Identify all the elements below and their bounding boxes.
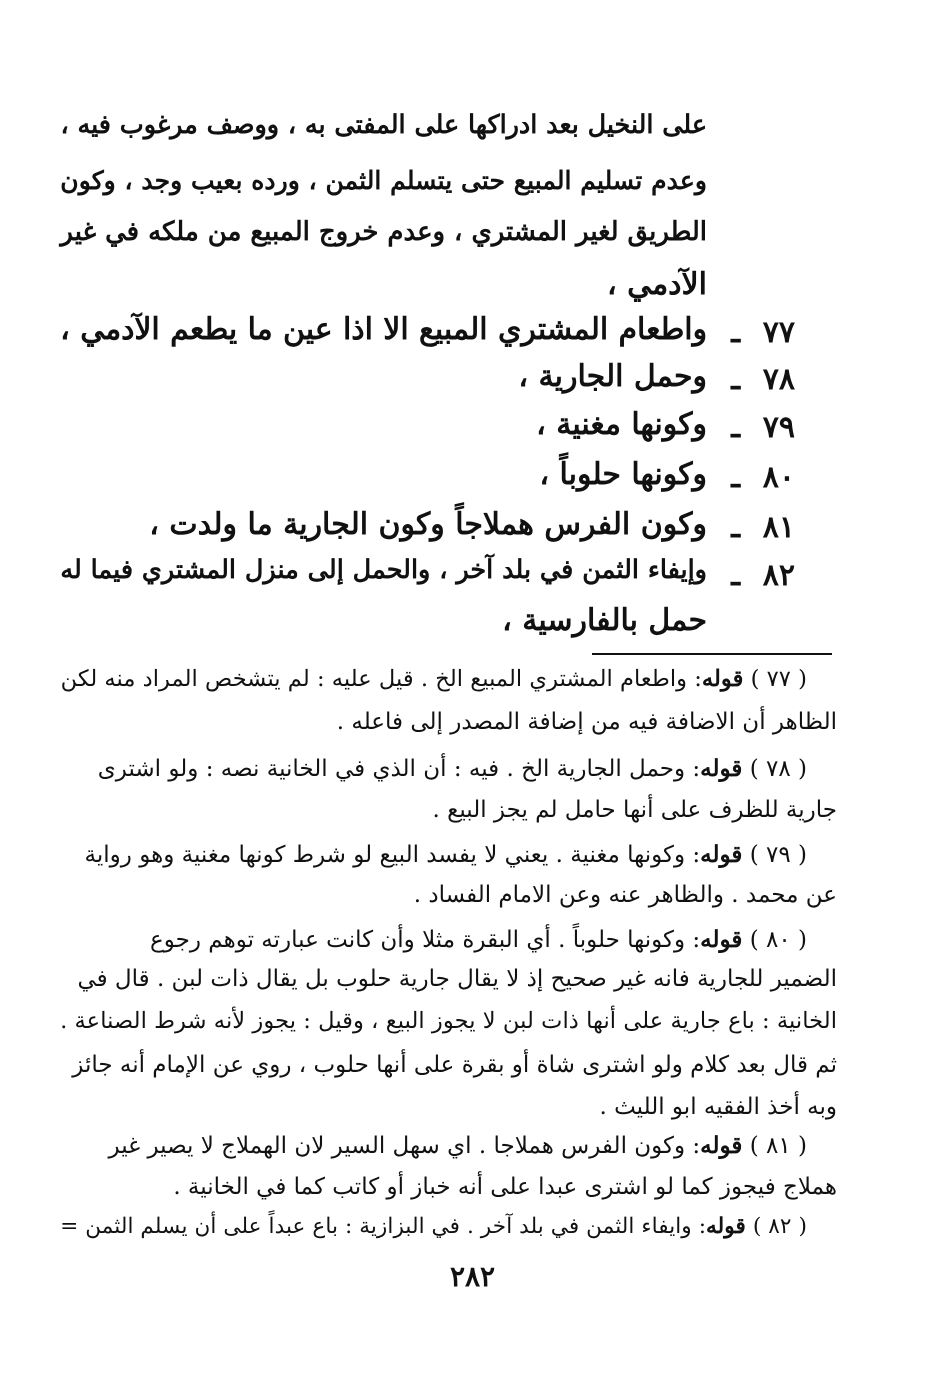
footnote-keyword: قوله bbox=[700, 755, 743, 782]
footnote-line: ( ٧٧ ) قوله: واطعام المشتري المبيع الخ . قيل عليه : لم يتشخص المراد منه لكن bbox=[60, 666, 807, 692]
footnote-marker: ( ٧٨ ) bbox=[749, 756, 807, 782]
item-text: وحمل الجارية ، bbox=[518, 359, 707, 394]
footnote-line: ثم قال بعد كلام ولو اشترى شاة أو بقرة على أنها حلوب ، روي عن الإمام أنه جائز bbox=[72, 1052, 837, 1078]
item-continuation: حمل بالفارسية ، bbox=[502, 603, 707, 638]
item-number: ٧٨ bbox=[762, 362, 795, 397]
footnote-line: ( ٨٠ ) قوله: وكونها حلوباً . أي البقرة مثلا وأن كانت عبارته توهم رجوع bbox=[150, 926, 807, 953]
footnote-line: ( ٧٩ ) قوله: وكونها مغنية . يعني لا يفسد البيع لو شرط كونها مغنية وهو رواية bbox=[84, 841, 807, 868]
item-dash: ـ bbox=[731, 410, 740, 445]
footnote-marker: ( ٧٧ ) bbox=[750, 666, 807, 692]
item-dash: ـ bbox=[731, 558, 740, 593]
page-number: ٢٨٢ bbox=[449, 1260, 496, 1293]
main-paragraph-line: الطريق لغير المشتري ، وعدم خروج المبيع من ملكه في غير bbox=[60, 217, 707, 247]
footnote-keyword: قوله bbox=[700, 926, 743, 953]
footnote-keyword: قوله bbox=[706, 1214, 746, 1239]
footnote-line: ( ٧٨ ) قوله: وحمل الجارية الخ . فيه : أن الذي في الخانية نصه : ولو اشترى bbox=[97, 755, 807, 782]
item-text: وكونها مغنية ، bbox=[536, 407, 707, 442]
footnote-marker: ( ٨١ ) bbox=[749, 1133, 807, 1159]
main-paragraph-line: وعدم تسليم المبيع حتى يتسلم الثمن ، ورده بعيب وجد ، وكون bbox=[60, 165, 707, 195]
footnote-marker: ( ٨٢ ) bbox=[752, 1214, 807, 1239]
main-paragraph-line: الآدمي ، bbox=[606, 267, 707, 302]
footnote-line: الخانية : باع جارية على أنها ذات لبن لا يجوز البيع ، وقيل : يجوز لأنه شرط الصناعة . bbox=[60, 1008, 837, 1034]
footnote-keyword: قوله bbox=[701, 666, 744, 692]
item-number: ٧٩ bbox=[762, 410, 795, 445]
item-dash: ـ bbox=[731, 460, 740, 495]
footnote-line: هملاج فيجوز كما لو اشترى عبدا على أنه خباز أو كاتب كما في الخانية . bbox=[173, 1174, 837, 1200]
footnote-line: وبه أخذ الفقيه ابو الليث . bbox=[599, 1094, 837, 1120]
item-text: وكونها حلوباً ، bbox=[539, 457, 707, 492]
item-dash: ـ bbox=[731, 510, 740, 545]
item-number: ٨١ bbox=[762, 510, 795, 545]
footnote-line: عن محمد . والظاهر عنه وعن الامام الفساد . bbox=[413, 882, 837, 908]
footnote-line: الضمير للجارية فانه غير صحيح إذ لا يقال جارية حلوب بل يقال ذات لبن . قال في bbox=[77, 966, 837, 992]
item-dash: ـ bbox=[731, 362, 740, 397]
footnote-separator bbox=[592, 653, 832, 655]
footnote-line: ( ٨٢ ) قوله: وايفاء الثمن في بلد آخر . في البزازية : باع عبداً على أن يسلم الثمن = bbox=[60, 1214, 807, 1239]
main-paragraph-line: على النخيل بعد ادراكها على المفتى به ، ووصف مرغوب فيه ، bbox=[60, 109, 707, 139]
footnote-line: جارية للظرف على أنها حامل لم يجز البيع . bbox=[432, 797, 837, 823]
footnote-marker: ( ٨٠ ) bbox=[749, 927, 807, 953]
footnote-keyword: قوله bbox=[700, 1132, 743, 1159]
item-number: ٧٧ bbox=[762, 315, 795, 350]
footnote-marker: ( ٧٩ ) bbox=[749, 842, 807, 868]
item-number: ٨٠ bbox=[762, 460, 795, 495]
footnote-line: ( ٨١ ) قوله: وكون الفرس هملاجا . اي سهل السير لان الهملاج لا يصير غير bbox=[108, 1132, 807, 1159]
item-text: وكون الفرس هملاجاً وكون الجارية ما ولدت ، bbox=[149, 507, 707, 542]
item-text: وإيفاء الثمن في بلد آخر ، والحمل إلى منزل المشتري فيما له bbox=[60, 555, 707, 585]
footnote-keyword: قوله bbox=[700, 841, 743, 868]
item-number: ٨٢ bbox=[762, 558, 795, 593]
footnote-line: الظاهر أن الاضافة فيه من إضافة المصدر إلى فاعله . bbox=[336, 709, 837, 735]
item-text: واطعام المشتري المبيع الا اذا عين ما يطعم الآدمي ، bbox=[60, 312, 707, 347]
item-dash: ـ bbox=[731, 315, 740, 350]
